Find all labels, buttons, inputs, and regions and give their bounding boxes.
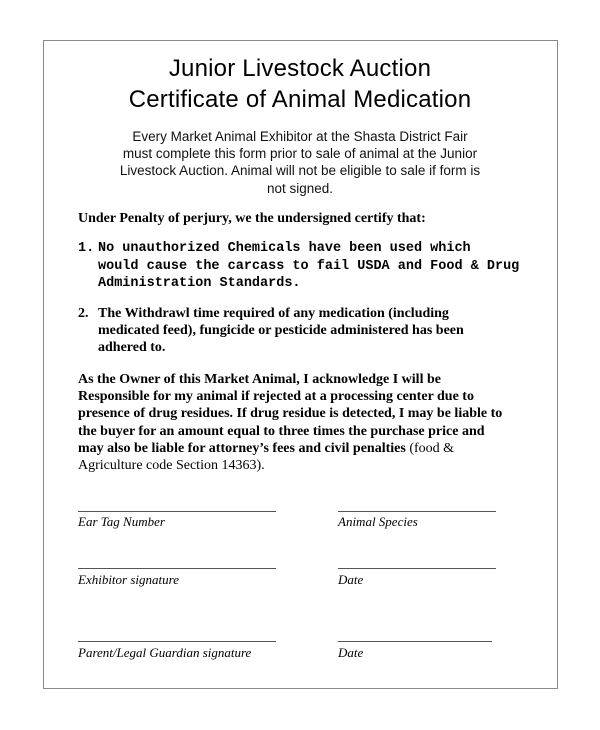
ear-tag-number-label: Ear Tag Number xyxy=(78,514,165,529)
owner-line-bold: may also be liable for attorney’s fees and civil penalties xyxy=(78,440,406,456)
intro-line: Every Market Animal Exhibitor at the Shasta District Fair xyxy=(132,129,468,144)
item-line: would cause the carcass to fail USDA and Food & Drug xyxy=(98,258,520,274)
item-number: 2. xyxy=(78,306,89,321)
owner-line-normal: (food & xyxy=(405,440,455,456)
item-line: No unauthorized Chemicals have been used which xyxy=(98,241,471,256)
item-line: The Withdrawl time required of any medication (including xyxy=(98,306,449,321)
item-line: Administration Standards. xyxy=(98,276,301,292)
animal-species-field[interactable] xyxy=(338,511,496,512)
item-text xyxy=(98,240,519,293)
owner-line: the buyer for an amount equal to three times the purchase price and xyxy=(78,423,485,439)
intro-paragraph xyxy=(60,128,540,197)
exhibitor-date-label: Date xyxy=(338,572,364,587)
intro-line: Livestock Auction. Animal will not be eligible to sale if form is xyxy=(119,163,481,179)
owner-line xyxy=(78,440,548,457)
owner-line: presence of drug residues. If drug residue is detected, I may be liable to xyxy=(78,406,503,422)
owner-line: Responsible for my animal if rejected at a processing center due to xyxy=(78,389,474,405)
owner-line: As the Owner of this Market Animal, I acknowledge I will be xyxy=(78,372,441,387)
exhibitor-signature-label: Exhibitor signature xyxy=(78,572,179,587)
guardian-signature-field[interactable] xyxy=(78,641,276,642)
owner-line: Agriculture code Section 14363). xyxy=(78,458,265,474)
document-subtitle: Certificate of Animal Medication xyxy=(128,86,472,113)
item-number: 1. xyxy=(78,241,95,256)
exhibitor-date-field[interactable] xyxy=(338,568,496,569)
item-line: adhered to. xyxy=(98,340,166,356)
guardian-signature-label: Parent/Legal Guardian signature xyxy=(78,645,252,660)
animal-species-label: Animal Species xyxy=(338,514,418,529)
penalty-statement: Under Penalty of perjury, we the undersigned certify that: xyxy=(78,211,426,226)
item-line: medicated feed), fungicide or pesticide administered has been xyxy=(98,323,464,339)
intro-line: must complete this form prior to sale of animal at the Junior xyxy=(122,146,478,162)
owner-acknowledgement xyxy=(78,371,548,474)
guardian-date-field[interactable] xyxy=(338,641,492,642)
ear-tag-number-field[interactable] xyxy=(78,511,276,512)
intro-line: not signed. xyxy=(266,180,334,196)
guardian-date-label: Date xyxy=(338,645,364,660)
item-text xyxy=(98,305,464,357)
document-title: Junior Livestock Auction xyxy=(168,55,432,82)
exhibitor-signature-field[interactable] xyxy=(78,568,276,569)
